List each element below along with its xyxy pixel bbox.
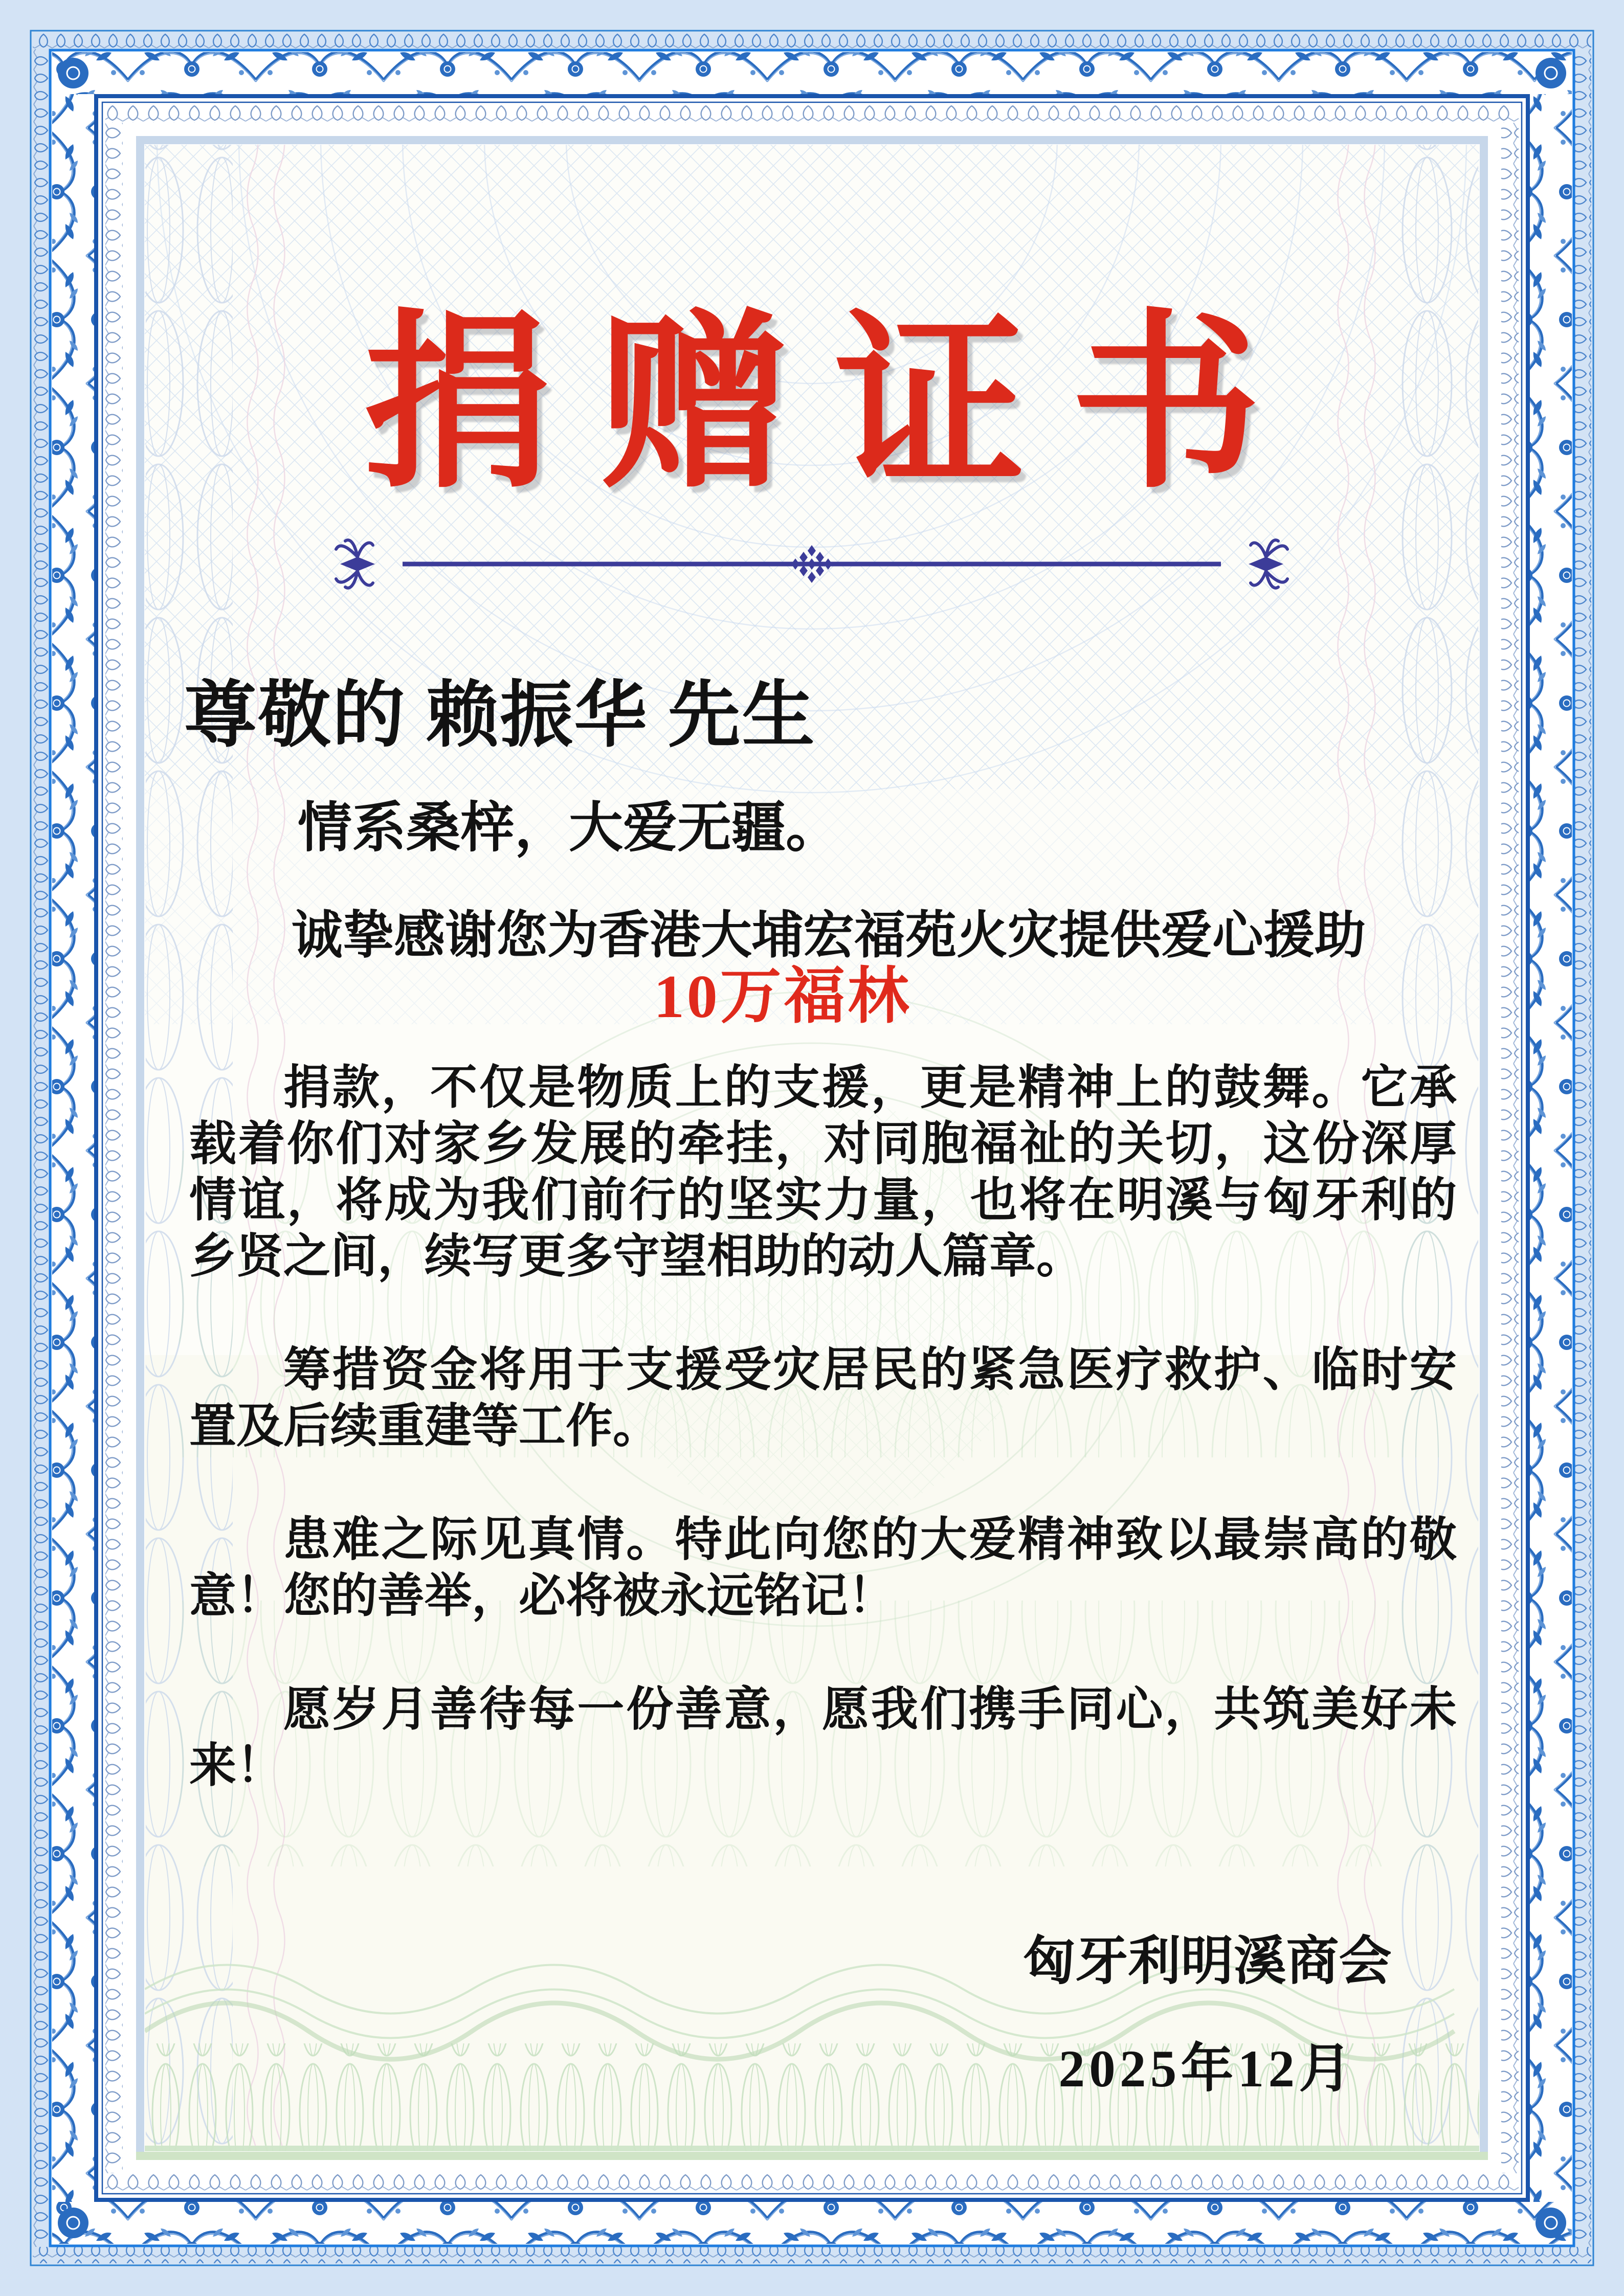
divider-fleur-right — [1249, 540, 1287, 588]
body-paragraph: 愿岁月善待每一份善意，愿我们携手同心，共筑美好未来！ — [189, 1683, 1457, 1792]
divider-fleur-left — [336, 540, 375, 588]
body-paragraph: 筹措资金将用于支援受灾居民的紧急医疗救护、临时安置及后续重建等工作。 — [189, 1344, 1457, 1452]
donation-amount: 10万福林 — [654, 962, 911, 1030]
issue-date: 2025年12月 — [1058, 2040, 1356, 2098]
body-paragraph: 患难之际见真情。特此向您的大爱精神致以最崇高的敬意！您的善举，必将被永远铭记！ — [189, 1514, 1457, 1622]
issuer-name: 匈牙利明溪商会 — [1022, 1932, 1392, 1991]
title-divider-ornament — [326, 535, 1298, 596]
motto-line: 情系桑梓，大爱无疆。 — [298, 798, 840, 858]
divider-center-diamonds — [791, 545, 832, 583]
body-paragraph: 捐款，不仅是物质上的支援，更是精神上的鼓舞。它承载着你们对家乡发展的牵挂，对同胞福祉的关切，这份深厚情谊，将成为我们前行的坚实力量，也将在明溪与匈牙利的乡贤之间，续写更多守望相助的动人篇章。 — [189, 1062, 1457, 1282]
recipient-line: 尊敬的 赖振华 先生 — [184, 675, 816, 756]
certificate-title: 捐赠证书 — [363, 300, 1307, 510]
thanks-line: 诚挚感谢您为香港大埔宏福苑火灾提供爱心援助 — [292, 907, 1366, 964]
body-paragraphs — [189, 1060, 1457, 1851]
